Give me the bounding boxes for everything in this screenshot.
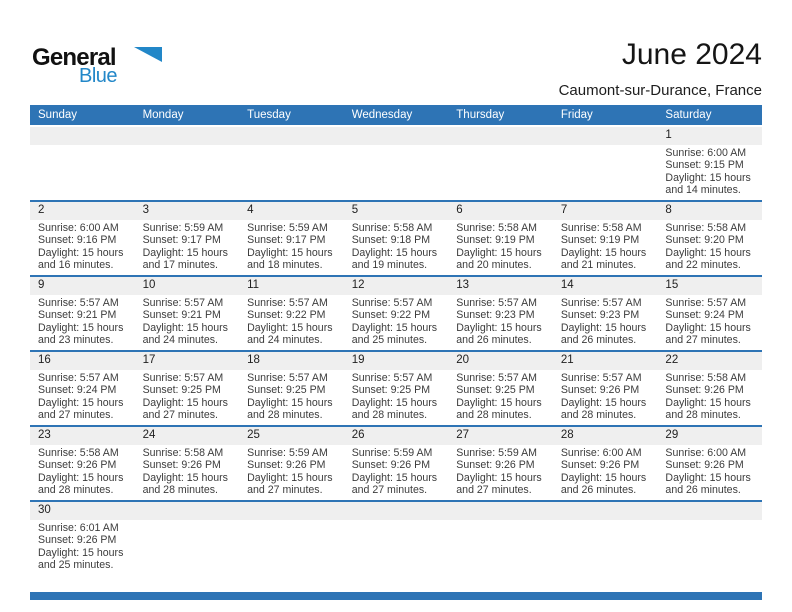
day-number-strip xyxy=(30,427,762,445)
day-info xyxy=(239,370,344,425)
day-info-line: Sunset: 9:20 PM xyxy=(665,234,744,247)
day-number: 27 xyxy=(456,429,470,441)
day-info-line: Sunset: 9:23 PM xyxy=(456,309,535,322)
day-info-line: and 16 minutes. xyxy=(38,259,114,272)
calendar-table xyxy=(30,105,762,575)
day-info-line: and 19 minutes. xyxy=(351,259,428,272)
empty-day-number xyxy=(448,502,553,520)
day-number-strip xyxy=(30,127,762,145)
day-info-line: and 24 minutes. xyxy=(247,334,323,347)
day-info-line: Sunrise: 5:59 AM xyxy=(142,222,224,234)
day-info xyxy=(448,295,553,350)
day-info-line: Daylight: 15 hours xyxy=(665,246,751,259)
day-number-strip xyxy=(30,502,762,520)
day-info-line: and 28 minutes. xyxy=(38,484,114,497)
day-info-line: Sunset: 9:15 PM xyxy=(665,159,744,172)
day-info-line: Sunset: 9:23 PM xyxy=(560,309,640,322)
day-number: 30 xyxy=(38,504,51,516)
day-number: 11 xyxy=(247,279,260,291)
empty-day-number xyxy=(657,502,762,520)
day-info-line: Daylight: 15 hours xyxy=(142,396,228,409)
day-info-line: Sunrise: 5:57 AM xyxy=(351,297,433,309)
day-info xyxy=(448,220,553,275)
day-info-line: Daylight: 15 hours xyxy=(38,246,124,259)
day-info xyxy=(135,445,240,500)
day-info xyxy=(448,370,553,425)
day-info-line: Sunset: 9:17 PM xyxy=(142,234,221,247)
week-row xyxy=(30,275,762,350)
day-number: 20 xyxy=(456,354,470,366)
empty-day-number xyxy=(239,502,344,520)
day-info-line: Daylight: 15 hours xyxy=(560,471,647,484)
day-info-line: Daylight: 15 hours xyxy=(247,471,333,484)
day-info xyxy=(657,145,762,200)
day-info-line: Daylight: 15 hours xyxy=(38,546,124,559)
day-number: 4 xyxy=(247,204,254,216)
day-info-line: and 17 minutes. xyxy=(142,259,218,272)
day-info-line: Sunrise: 6:00 AM xyxy=(560,447,642,459)
day-number: 19 xyxy=(351,354,365,366)
weeks xyxy=(30,127,762,575)
day-info-line: and 28 minutes. xyxy=(247,409,323,422)
day-info-line: Daylight: 15 hours xyxy=(38,471,124,484)
day-info-line: Sunset: 9:26 PM xyxy=(560,384,640,397)
day-info-line: Sunrise: 5:58 AM xyxy=(351,222,433,234)
day-info-line: Daylight: 15 hours xyxy=(665,471,751,484)
day-info xyxy=(239,445,344,500)
day-info-line: Sunrise: 5:57 AM xyxy=(247,372,328,384)
empty-day-number xyxy=(239,127,344,145)
day-number: 10 xyxy=(142,279,156,291)
day-info-line: and 27 minutes. xyxy=(38,409,114,422)
day-info-line: Sunrise: 5:57 AM xyxy=(38,372,119,384)
week-body xyxy=(30,295,762,350)
empty-day-cell xyxy=(135,145,240,200)
day-info xyxy=(553,220,658,275)
day-info xyxy=(135,220,240,275)
empty-day-cell xyxy=(135,520,240,575)
day-number: 17 xyxy=(142,354,156,366)
day-info xyxy=(657,445,762,500)
footer-bar xyxy=(30,592,762,600)
day-info-line: Sunset: 9:19 PM xyxy=(456,234,535,247)
day-info-line: Sunrise: 5:59 AM xyxy=(351,447,433,459)
day-number: 2 xyxy=(38,204,45,216)
day-info xyxy=(344,295,449,350)
empty-day-cell xyxy=(344,145,449,200)
day-info-line: Sunrise: 5:58 AM xyxy=(560,222,642,234)
day-info-line: Daylight: 15 hours xyxy=(456,246,542,259)
day-number: 29 xyxy=(665,429,679,441)
day-info-line: Sunset: 9:26 PM xyxy=(38,459,117,472)
day-info-line: Sunset: 9:25 PM xyxy=(351,384,431,397)
day-info-line: and 20 minutes. xyxy=(456,259,532,272)
day-info xyxy=(344,220,449,275)
day-number: 18 xyxy=(247,354,260,366)
day-info-line: Sunrise: 5:58 AM xyxy=(665,372,747,384)
day-info-line: Sunset: 9:26 PM xyxy=(247,459,326,472)
day-info-line: Sunset: 9:25 PM xyxy=(456,384,535,397)
day-info-line: Sunrise: 5:57 AM xyxy=(665,297,747,309)
week-row xyxy=(30,350,762,425)
day-info-line: Sunrise: 5:59 AM xyxy=(247,222,328,234)
day-info-line: Sunrise: 6:01 AM xyxy=(38,522,119,534)
weekday-header: Wednesday xyxy=(351,109,413,121)
week-row xyxy=(30,127,762,200)
day-info-line: and 28 minutes. xyxy=(456,409,532,422)
day-info-line: Sunrise: 5:57 AM xyxy=(247,297,328,309)
day-number-strip xyxy=(30,352,762,370)
day-info-line: Sunset: 9:26 PM xyxy=(560,459,640,472)
day-info xyxy=(657,295,762,350)
empty-day-cell xyxy=(30,145,135,200)
day-info xyxy=(344,445,449,500)
weekday-header: Tuesday xyxy=(247,109,291,121)
day-info xyxy=(30,445,135,500)
empty-day-cell xyxy=(448,145,553,200)
day-info-line: and 27 minutes. xyxy=(142,409,218,422)
day-info xyxy=(30,370,135,425)
day-number: 13 xyxy=(456,279,470,291)
day-info xyxy=(448,445,553,500)
day-info-line: Sunrise: 5:57 AM xyxy=(456,372,537,384)
day-info-line: Sunrise: 5:59 AM xyxy=(456,447,537,459)
day-number: 6 xyxy=(456,204,463,216)
day-number: 23 xyxy=(38,429,51,441)
week-body xyxy=(30,370,762,425)
day-info-line: Sunset: 9:22 PM xyxy=(351,309,431,322)
day-number: 26 xyxy=(351,429,365,441)
day-number: 24 xyxy=(142,429,156,441)
empty-day-number xyxy=(30,127,135,145)
day-info-line: Daylight: 15 hours xyxy=(665,321,751,334)
day-info-line: Daylight: 15 hours xyxy=(456,396,542,409)
week-row xyxy=(30,425,762,500)
day-info-line: and 26 minutes. xyxy=(456,334,532,347)
day-info-line: Daylight: 15 hours xyxy=(560,246,647,259)
day-info-line: Daylight: 15 hours xyxy=(560,321,647,334)
day-info-line: Sunset: 9:25 PM xyxy=(142,384,221,397)
day-info-line: Sunset: 9:22 PM xyxy=(247,309,326,322)
day-info-line: Sunset: 9:26 PM xyxy=(665,459,744,472)
day-info-line: Sunset: 9:25 PM xyxy=(247,384,326,397)
day-info-line: and 21 minutes. xyxy=(560,259,637,272)
day-info-line: and 28 minutes. xyxy=(351,409,428,422)
day-info-line: Sunrise: 5:57 AM xyxy=(142,372,224,384)
day-info xyxy=(239,220,344,275)
location-subtitle: Caumont-sur-Durance, France xyxy=(558,81,762,99)
day-info-line: Daylight: 15 hours xyxy=(351,246,438,259)
page-title: June 2024 xyxy=(621,38,762,71)
day-info-line: and 27 minutes. xyxy=(456,484,532,497)
day-info-line: Daylight: 15 hours xyxy=(142,246,228,259)
day-info xyxy=(30,295,135,350)
day-info-line: Sunrise: 5:58 AM xyxy=(142,447,224,459)
week-body xyxy=(30,145,762,200)
general-blue-logo xyxy=(32,46,172,86)
day-number: 14 xyxy=(560,279,574,291)
day-info-line: Sunset: 9:26 PM xyxy=(142,459,221,472)
day-info-line: and 26 minutes. xyxy=(560,484,637,497)
day-info xyxy=(657,370,762,425)
day-info-line: and 24 minutes. xyxy=(142,334,218,347)
logo-text-general: General xyxy=(32,44,116,71)
day-info-line: Sunset: 9:26 PM xyxy=(456,459,535,472)
day-info-line: Sunset: 9:17 PM xyxy=(247,234,326,247)
day-info-line: and 27 minutes. xyxy=(665,334,741,347)
day-info-line: Daylight: 15 hours xyxy=(38,396,124,409)
day-info-line: and 28 minutes. xyxy=(142,484,218,497)
day-info-line: Daylight: 15 hours xyxy=(351,321,438,334)
day-info-line: Daylight: 15 hours xyxy=(665,396,751,409)
day-info-line: Daylight: 15 hours xyxy=(142,471,228,484)
day-info-line: Sunrise: 5:57 AM xyxy=(560,372,642,384)
weekday-header: Monday xyxy=(142,109,184,121)
week-row xyxy=(30,200,762,275)
day-info xyxy=(553,445,658,500)
day-number: 15 xyxy=(665,279,679,291)
day-info-line: and 26 minutes. xyxy=(665,484,741,497)
day-info-line: Sunset: 9:24 PM xyxy=(38,384,117,397)
day-info-line: and 28 minutes. xyxy=(665,409,741,422)
day-info xyxy=(135,295,240,350)
title-block xyxy=(559,38,762,99)
weekday-header: Saturday xyxy=(665,109,712,121)
day-info xyxy=(344,370,449,425)
day-info-line: Sunrise: 5:57 AM xyxy=(456,297,537,309)
day-number-strip xyxy=(30,277,762,295)
day-info-line: and 28 minutes. xyxy=(560,409,637,422)
day-info-line: Sunrise: 5:57 AM xyxy=(351,372,433,384)
day-number: 22 xyxy=(665,354,679,366)
day-info-line: Daylight: 15 hours xyxy=(38,321,124,334)
week-body xyxy=(30,220,762,275)
day-info-line: Sunset: 9:21 PM xyxy=(142,309,221,322)
day-info-line: Sunrise: 6:00 AM xyxy=(38,222,119,234)
day-info-line: and 22 minutes. xyxy=(665,259,741,272)
empty-day-cell xyxy=(344,520,449,575)
day-info-line: Sunrise: 6:00 AM xyxy=(665,147,747,159)
day-info-line: Sunrise: 5:58 AM xyxy=(665,222,747,234)
logo-text-blue: Blue xyxy=(79,65,118,87)
day-number: 16 xyxy=(38,354,51,366)
day-info-line: and 25 minutes. xyxy=(351,334,428,347)
day-info-line: Sunset: 9:26 PM xyxy=(351,459,431,472)
day-info xyxy=(239,295,344,350)
empty-day-cell xyxy=(657,520,762,575)
day-info-line: Daylight: 15 hours xyxy=(247,321,333,334)
day-number: 3 xyxy=(142,204,149,216)
day-info xyxy=(553,370,658,425)
empty-day-number xyxy=(344,502,449,520)
empty-day-number xyxy=(553,502,658,520)
day-number-strip xyxy=(30,202,762,220)
day-info-line: and 27 minutes. xyxy=(247,484,323,497)
day-number: 28 xyxy=(560,429,574,441)
day-info-line: and 25 minutes. xyxy=(38,559,114,572)
day-info-line: Sunset: 9:21 PM xyxy=(38,309,117,322)
day-info-line: and 26 minutes. xyxy=(560,334,637,347)
day-number: 1 xyxy=(665,129,672,141)
day-number: 7 xyxy=(560,204,568,216)
day-info-line: Daylight: 15 hours xyxy=(560,396,647,409)
weekday-header: Thursday xyxy=(456,109,505,121)
day-info-line: Daylight: 15 hours xyxy=(247,246,333,259)
day-info-line: Sunrise: 5:59 AM xyxy=(247,447,328,459)
day-info-line: Sunset: 9:16 PM xyxy=(38,234,117,247)
day-info-line: Daylight: 15 hours xyxy=(142,321,228,334)
day-info-line: Daylight: 15 hours xyxy=(351,396,438,409)
day-info-line: Sunset: 9:26 PM xyxy=(38,534,117,547)
day-info xyxy=(30,520,135,575)
day-info-line: Daylight: 15 hours xyxy=(665,171,751,184)
weekday-header: Friday xyxy=(560,109,593,121)
week-row xyxy=(30,500,762,575)
day-number: 12 xyxy=(351,279,365,291)
day-info-line: Sunrise: 5:58 AM xyxy=(38,447,119,459)
day-info-line: Sunset: 9:19 PM xyxy=(560,234,640,247)
weekday-header: Sunday xyxy=(38,109,78,121)
day-number: 8 xyxy=(665,204,672,216)
day-info-line: and 18 minutes. xyxy=(247,259,323,272)
empty-day-cell xyxy=(239,520,344,575)
day-info-line: Sunset: 9:26 PM xyxy=(665,384,744,397)
empty-day-cell xyxy=(553,520,658,575)
day-info-line: and 14 minutes. xyxy=(665,184,741,197)
empty-day-cell xyxy=(553,145,658,200)
day-info-line: Sunrise: 5:57 AM xyxy=(142,297,224,309)
week-body xyxy=(30,445,762,500)
day-number: 5 xyxy=(351,204,359,216)
day-info-line: Daylight: 15 hours xyxy=(351,471,438,484)
day-info-line: Daylight: 15 hours xyxy=(247,396,333,409)
day-info xyxy=(553,295,658,350)
empty-day-number xyxy=(553,127,658,145)
empty-day-number xyxy=(135,502,240,520)
day-info-line: Sunset: 9:18 PM xyxy=(351,234,431,247)
day-info xyxy=(30,220,135,275)
day-number: 25 xyxy=(247,429,260,441)
empty-day-number xyxy=(448,127,553,145)
day-info-line: Sunrise: 5:57 AM xyxy=(38,297,119,309)
day-info-line: Sunset: 9:24 PM xyxy=(665,309,744,322)
empty-day-number xyxy=(135,127,240,145)
empty-day-cell xyxy=(448,520,553,575)
day-info-line: Daylight: 15 hours xyxy=(456,321,542,334)
day-number: 21 xyxy=(560,354,574,366)
day-info xyxy=(657,220,762,275)
day-info-line: Sunrise: 5:57 AM xyxy=(560,297,642,309)
day-info-line: and 23 minutes. xyxy=(38,334,114,347)
weekday-header-row xyxy=(30,105,762,125)
day-info xyxy=(135,370,240,425)
day-number: 9 xyxy=(38,279,45,291)
day-info-line: and 27 minutes. xyxy=(351,484,428,497)
empty-day-number xyxy=(344,127,449,145)
empty-day-cell xyxy=(239,145,344,200)
week-body xyxy=(30,520,762,575)
day-info-line: Sunrise: 6:00 AM xyxy=(665,447,747,459)
day-info-line: Sunrise: 5:58 AM xyxy=(456,222,537,234)
day-info-line: Daylight: 15 hours xyxy=(456,471,542,484)
